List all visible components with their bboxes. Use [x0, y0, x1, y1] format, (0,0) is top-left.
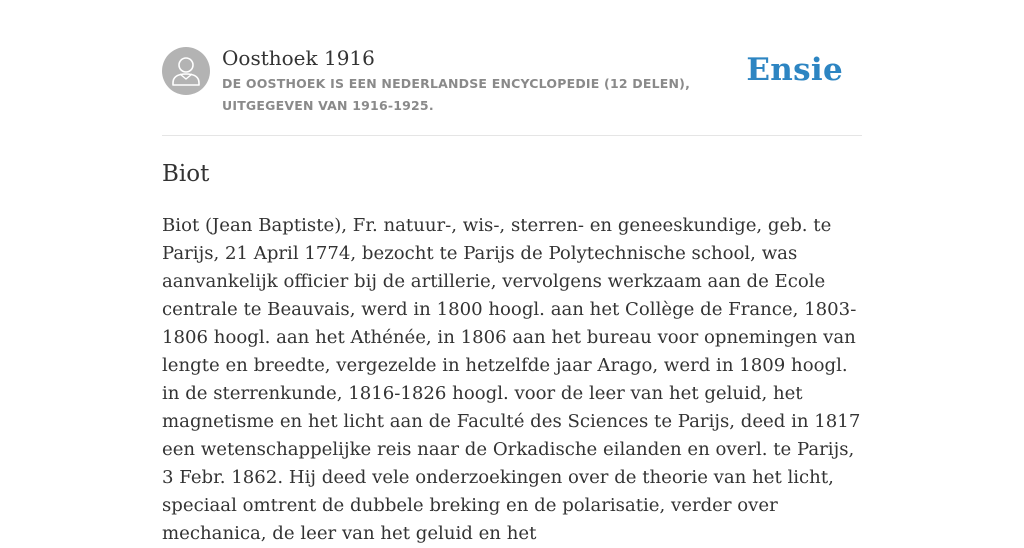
ensie-logo[interactable]: Ensie [746, 52, 843, 88]
source-description: DE OOSTHOEK IS EEN NEDERLANDSE ENCYCLOPEDIE (12 DELEN), UITGEGEVEN VAN 1916-1925. [222, 76, 691, 113]
source-title-link[interactable]: Oosthoek 1916 [222, 46, 375, 70]
article-body: Biot (Jean Baptiste), Fr. natuur-, wis-, sterren- en geneeskundige, geb. te Parijs, 21 April 1774, bezocht te Parijs de Polytechnische school, was aanvankelijk officier bij de artillerie, vervolgens werkzaam aan de Ecole centrale te Beauvais, werd in 1800 hoogl. aan het Collège de France, 1803-1806 hoogl. aan het Athénée, in 1806 aan het bureau voor opnemingen van lengte en breedte, vergezelde in hetzelfde jaar Arago, werd in 1809 hoogl. in de sterrenkunde, 1816-1826 hoogl. voor de leer van het geluid, het magnetisme en het licht aan de Faculté des Sciences te Parijs, deed in 1817 een wetenschappelijke reis naar de Orkadische eilanden en overl. te Parijs, 3 Febr. 1862. Hij deed vele onderzoekingen over de theorie van het licht, speciaal omtrent de dubbele breking en de polarisatie, verder over mechanica, de leer van het geluid en het [162, 215, 861, 544]
user-icon[interactable] [162, 47, 210, 95]
content-container [162, 0, 862, 544]
source-header [162, 0, 862, 136]
source-info [222, 45, 762, 117]
article-title: Biot [162, 161, 210, 187]
